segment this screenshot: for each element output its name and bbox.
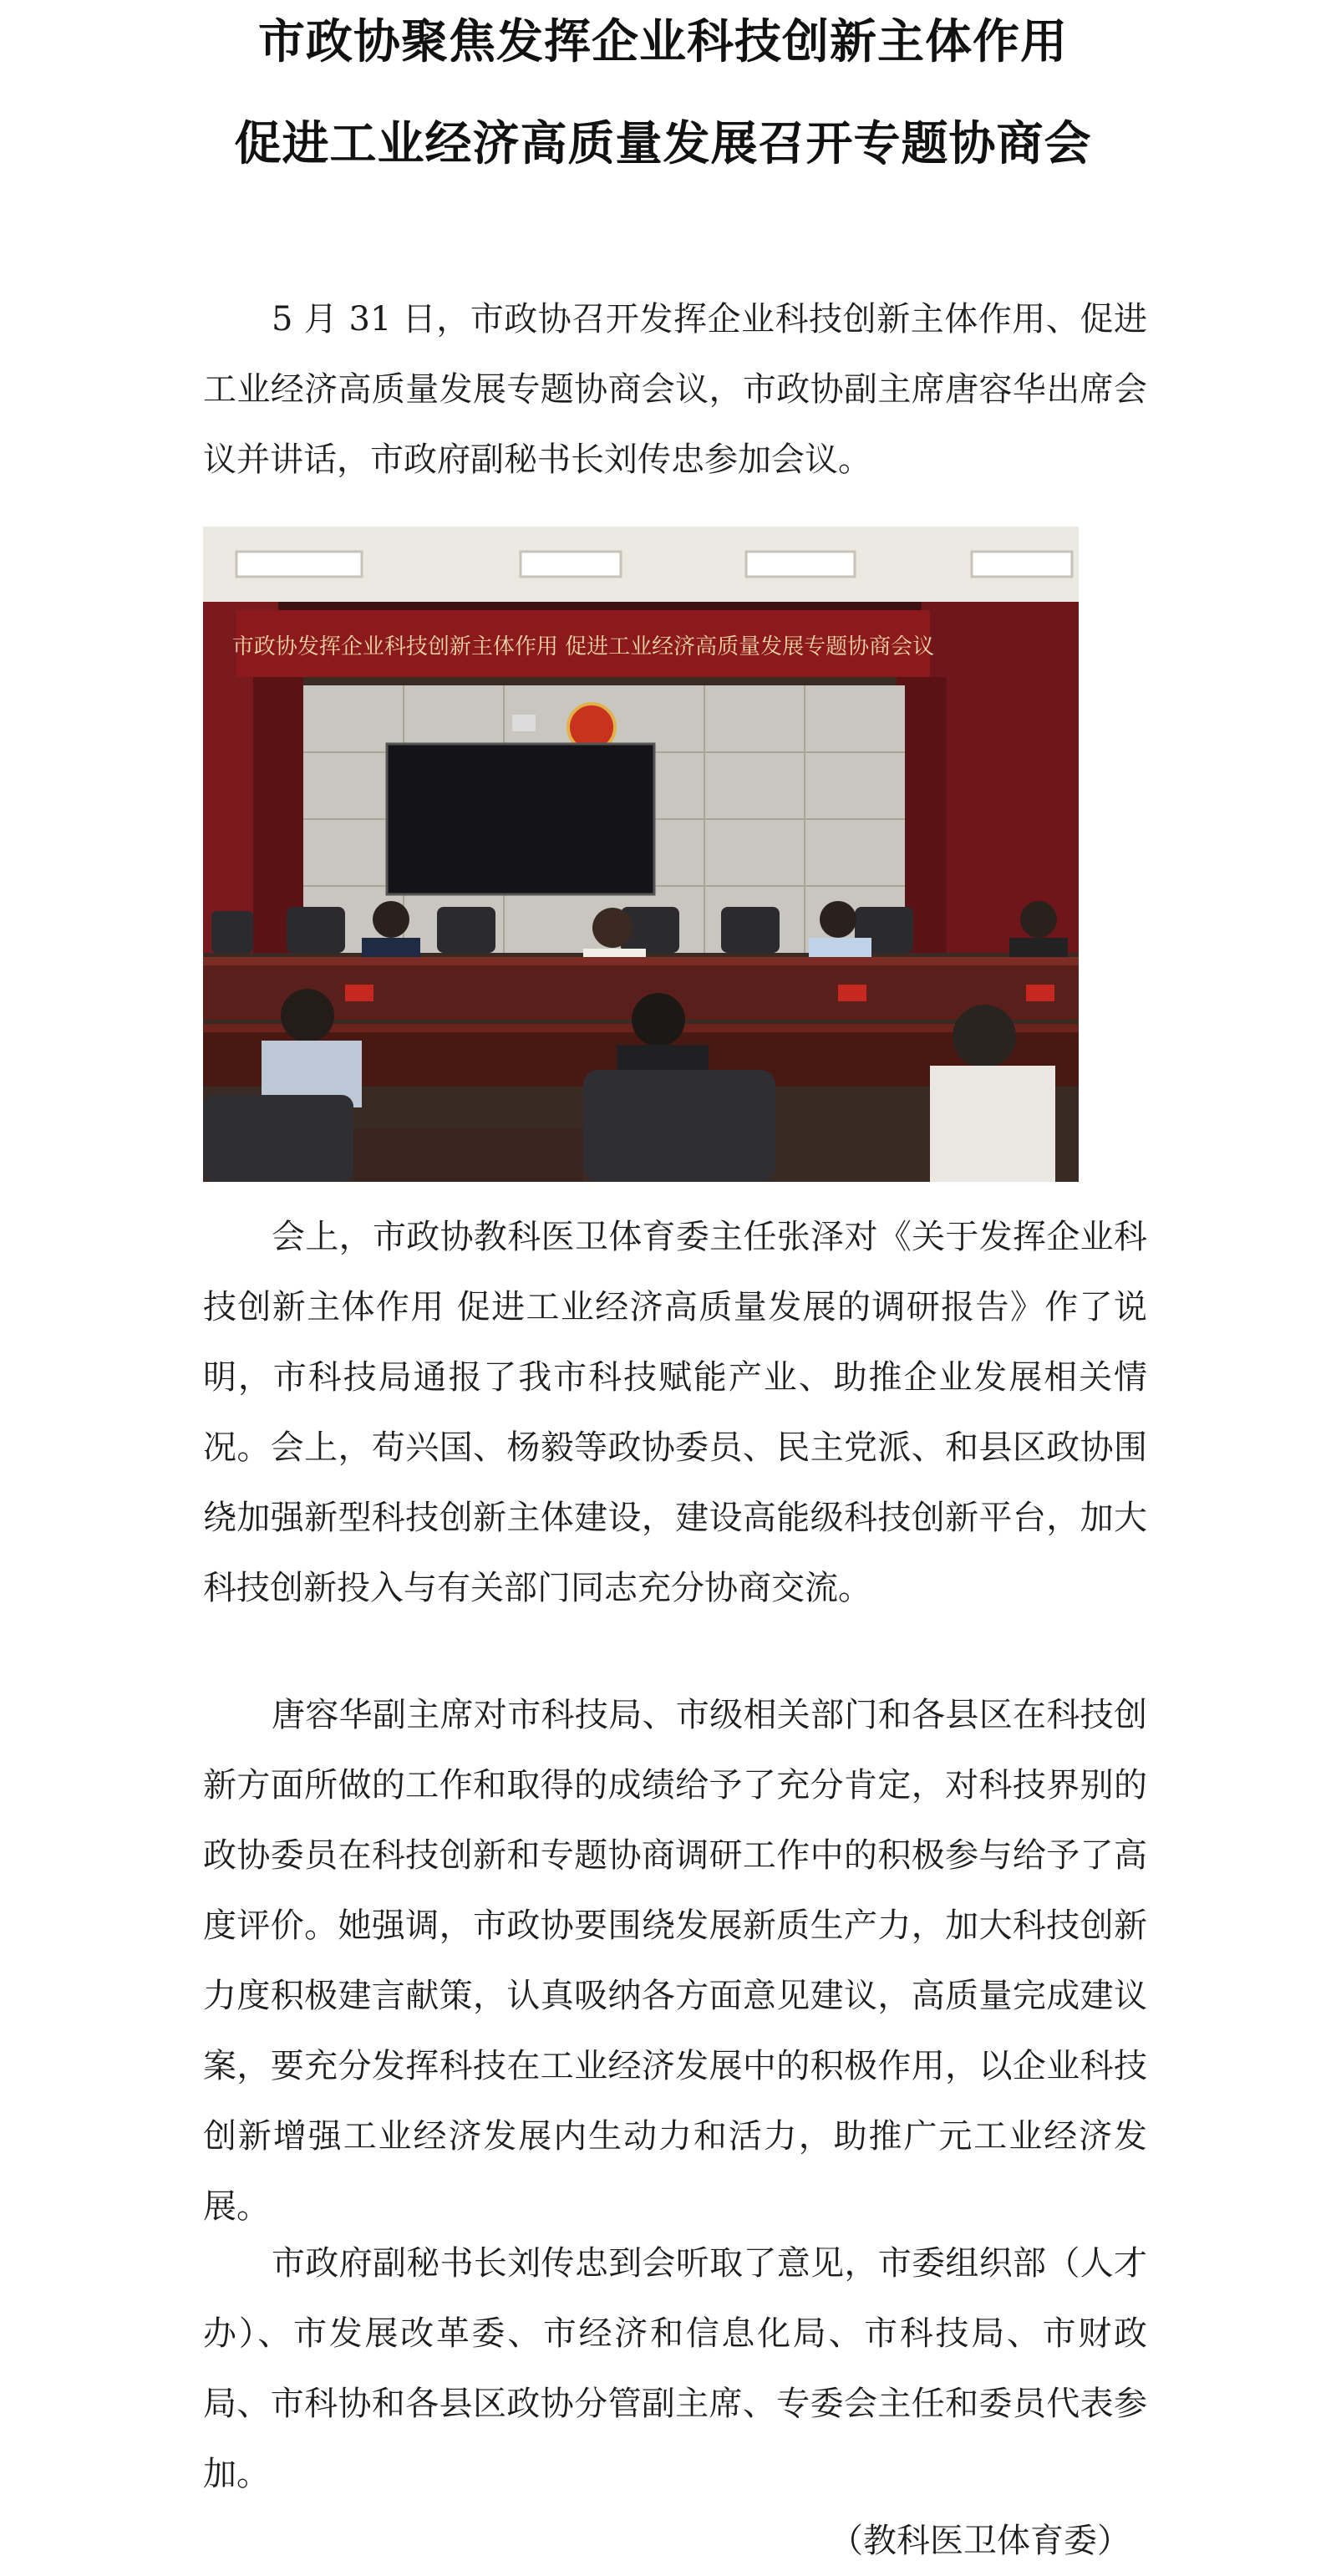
ceiling-light-2: [521, 552, 621, 577]
display-screen: [387, 744, 654, 894]
article-title-line-2: 促进工业经济高质量发展召开专题协商会: [234, 116, 1092, 171]
article-paragraph-2: 会上，市政协教科医卫体育委主任张泽对《关于发挥企业科技创新主体作用 促进工业经济高质量发展的调研报告》作了说明，市科技局通报了我市科技赋能产业、助推企业发展相关情况。会上，苟兴国、杨毅等政协委员、民主党派、和县区政协围绕加强新型科技创新主体建设，建设高能级科技创新平台，加大科技创新投入与有关部门同志充分协商交流。: [203, 1218, 1147, 1607]
camera-icon: [512, 715, 536, 731]
head-table-edge: [203, 957, 1079, 965]
article-paragraph-3: 唐容华副主席对市科技局、市级相关部门和各县区在科技创新方面所做的工作和取得的成绩给予了充分肯定，对科技界别的政协委员在科技创新和专题协商调研工作中的积极参与给予了高度评价。她强调，市政协要围绕发展新质生产力，加大科技创新力度积极建言献策，认真吸纳各方面意见建议，高质量完成建议案，要充分发挥科技在工业经济发展中的积极作用，以企业科技创新增强工业经济发展内生动力和活力，助推广元工业经济发展。: [203, 1696, 1147, 2226]
article-paragraph-4: 市政府副秘书长刘传忠到会听取了意见，市委组织部（人才办）、市发展改革委、市经济和信息化局、市科技局、市财政局、市科协和各县区政协分管副主席、专委会主任和委员代表参加。: [203, 2244, 1147, 2493]
meeting-photo-illustration: [203, 527, 1079, 1182]
meeting-photo: [203, 527, 1079, 1182]
article-title-line-1: 市政协聚焦发挥企业科技创新主体作用: [258, 14, 1068, 69]
ceiling-light-3: [746, 552, 855, 577]
ceiling-light-4: [972, 552, 1072, 577]
article-paragraph-1: 5 月 31 日，市政协召开发挥企业科技创新主体作用、促进工业经济高质量发展专题协商会议，市政协副主席唐容华出席会议并讲话，市政府副秘书长刘传忠参加会议。: [203, 300, 1147, 479]
meeting-banner-text: 市政协发挥企业科技创新主体作用 促进工业经济高质量发展专题协商会议: [231, 634, 935, 659]
ceiling-light-1: [236, 552, 362, 577]
article-signoff: （教科医卫体育委）: [830, 2522, 1130, 2560]
floor: [353, 1128, 583, 1182]
